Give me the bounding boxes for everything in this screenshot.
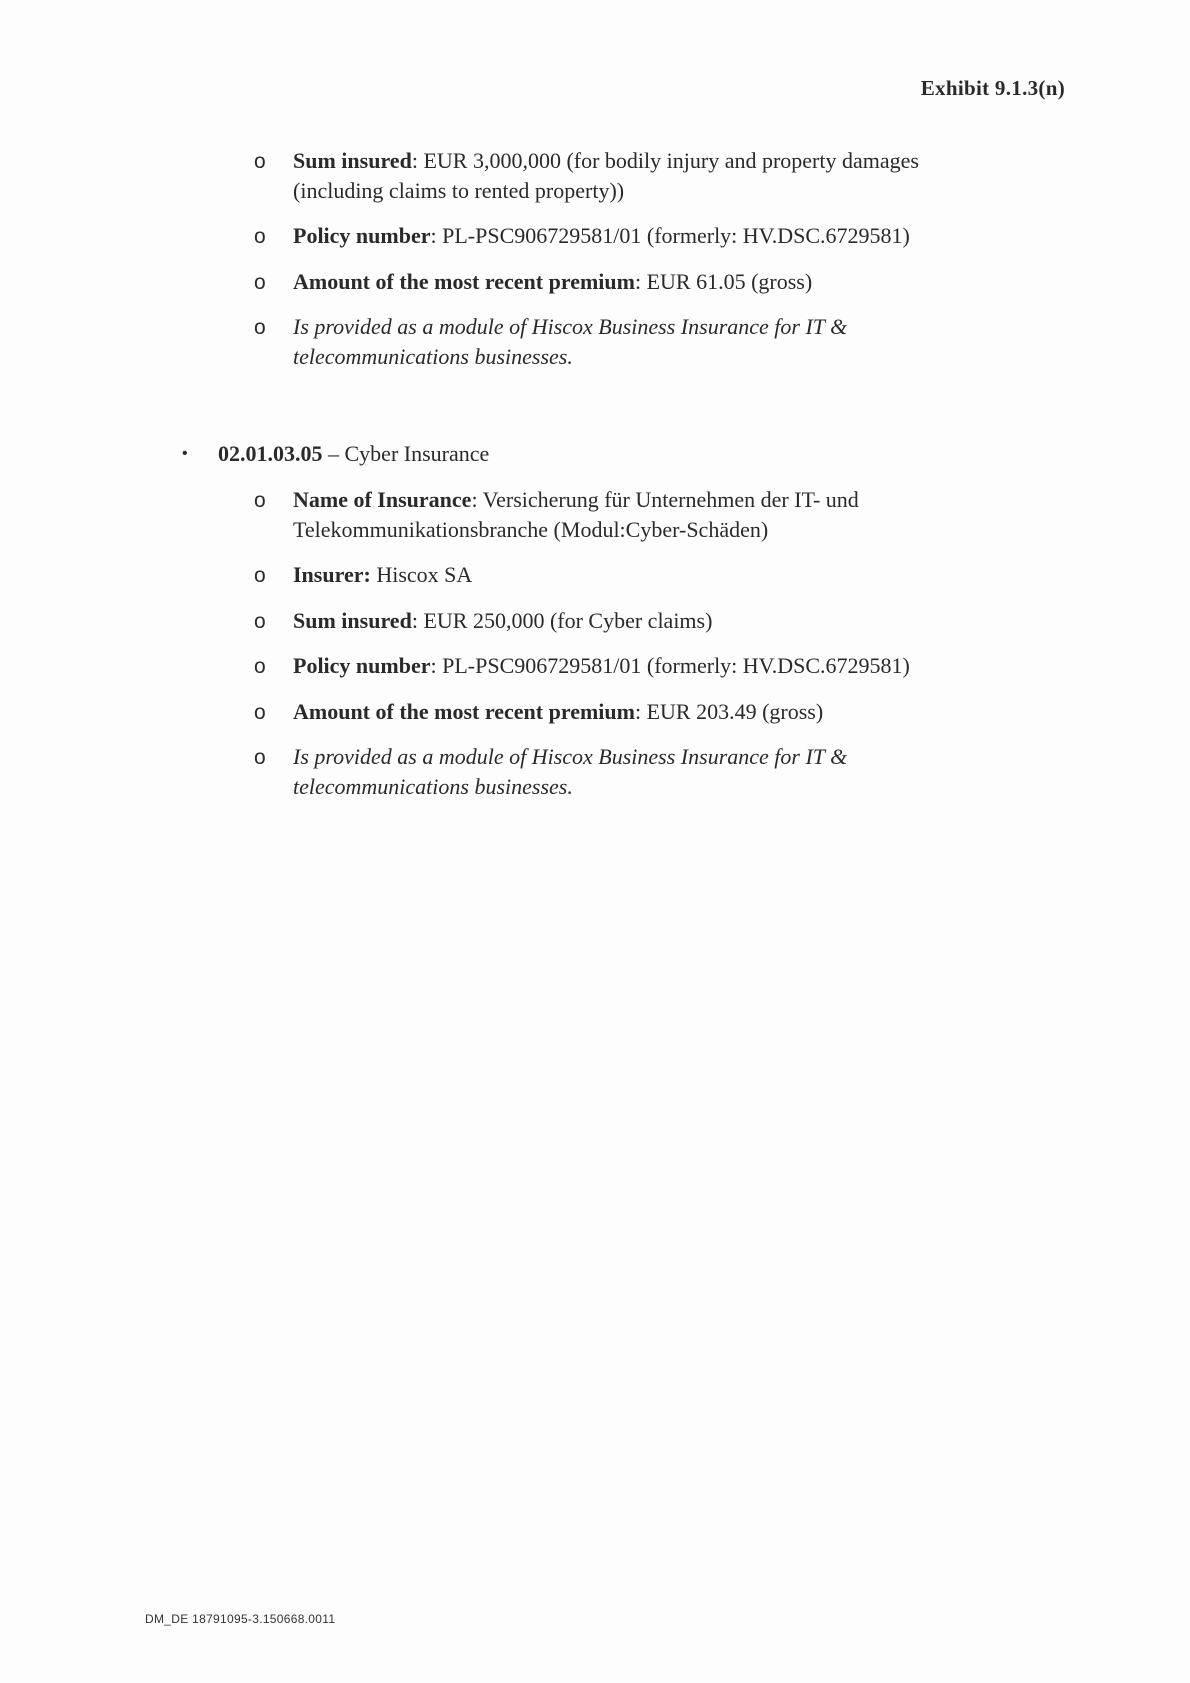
item-label: Name of Insurance	[293, 487, 472, 512]
item-title: – Cyber Insurance	[322, 441, 490, 466]
item-text: Versicherung für Unternehmen der IT- und Telekommunikationsbranche (Modul:Cyber-Schäden)	[293, 487, 859, 542]
item-text: EUR 61.05 (gross)	[641, 268, 813, 294]
list-item	[0, 221, 993, 251]
item-separator: :	[411, 148, 418, 173]
item-separator: :	[634, 698, 642, 724]
circle-bullet-icon: o	[254, 316, 266, 339]
item-text: Is provided as a module of Hiscox Business Insurance for IT & telecommunications businesses.	[293, 744, 848, 799]
item-text: PL-PSC906729581/01 (formerly: HV.DSC.6729581)	[436, 653, 910, 678]
list-item	[0, 485, 993, 544]
list-item	[0, 742, 993, 801]
item-label: Insurer:	[293, 562, 371, 587]
list-item	[0, 651, 993, 681]
item-label: Sum insured	[293, 148, 412, 173]
item-separator: :	[471, 487, 478, 512]
list-item	[0, 560, 993, 590]
list-item	[0, 312, 993, 371]
sub-list-cyber-insurance	[0, 485, 1190, 801]
exhibit-heading: Exhibit 9.1.3(n)	[920, 76, 1065, 100]
list-item	[0, 267, 993, 297]
circle-bullet-icon: o	[254, 270, 266, 294]
item-separator: :	[634, 268, 642, 294]
circle-bullet-icon: o	[254, 609, 266, 633]
item-separator: :	[430, 223, 437, 248]
item-text: Hiscox SA	[370, 562, 473, 587]
item-label: Amount of the most recent premium	[293, 268, 635, 294]
circle-bullet-icon: o	[254, 655, 266, 678]
item-text: PL-PSC906729581/01 (formerly: HV.DSC.6729581)	[436, 223, 910, 248]
document-id-footer: DM_DE 18791095-3.150668.0011	[145, 1612, 336, 1626]
item-label: Policy number	[293, 653, 431, 678]
item-separator: :	[430, 653, 437, 678]
list-item	[0, 606, 993, 636]
circle-bullet-icon: o	[254, 489, 266, 512]
bullet-icon: •	[182, 445, 188, 462]
item-text: EUR 203.49 (gross)	[641, 698, 824, 724]
item-label: Sum insured	[293, 607, 412, 633]
circle-bullet-icon: o	[254, 564, 266, 587]
item-text: Is provided as a module of Hiscox Business Insurance for IT & telecommunications businesses.	[293, 314, 848, 369]
item-code: 02.01.03.05	[218, 441, 323, 466]
circle-bullet-icon: o	[254, 700, 266, 724]
item-label: Amount of the most recent premium	[293, 698, 635, 724]
item-text: EUR 3,000,000 (for bodily injury and property damages (including claims to rented property))	[293, 148, 919, 203]
circle-bullet-icon: o	[254, 225, 266, 248]
item-text: EUR 250,000 (for Cyber claims)	[417, 607, 713, 633]
circle-bullet-icon: o	[254, 746, 266, 769]
sub-list-previous-insurance	[0, 146, 1190, 371]
list-item	[0, 697, 993, 727]
circle-bullet-icon: o	[254, 150, 266, 173]
item-separator: :	[411, 607, 418, 633]
item-label: Policy number	[293, 223, 431, 248]
list-item	[0, 146, 993, 205]
